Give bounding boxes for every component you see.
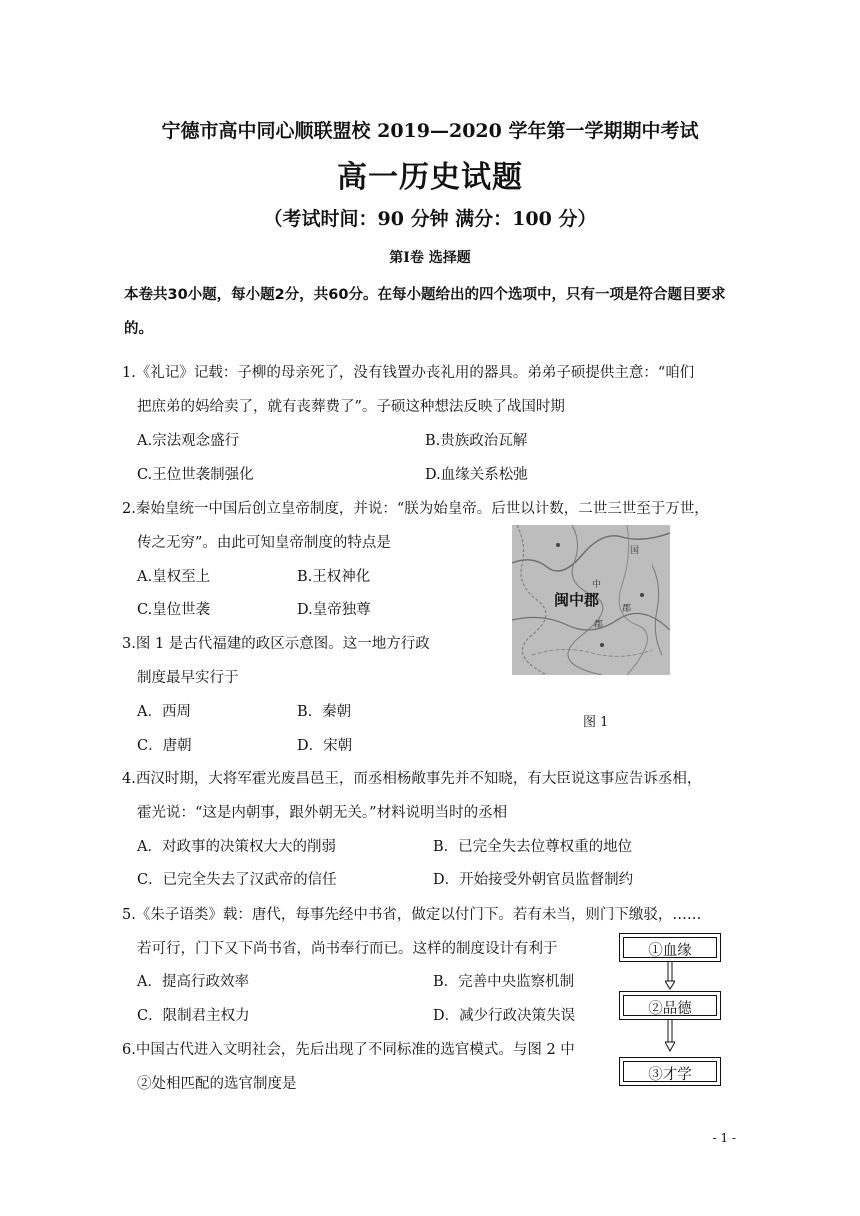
exam-title: 宁德市高中同心顺联盟校 2019—2020 学年第一学期期中考试: [161, 120, 699, 142]
svg-text:国: 国: [630, 546, 640, 556]
question-5-stem-line-1: 5.《朱子语类》载：唐代，每事先经中书省，做定以付门下。若有未当，则门下缴驳，……: [122, 907, 702, 923]
exam-info: （考试时间：90 分钟 满分：100 分）: [263, 208, 597, 230]
question-3-option-a: A．西周: [137, 704, 191, 720]
flow-box-bloodline-label: ①血缘: [648, 943, 692, 959]
question-2-option-d: D.皇帝独尊: [297, 602, 371, 618]
question-2-stem-line-1: 2.秦始皇统一中国后创立皇帝制度，并说：“朕为始皇帝。后世以计数，二世三世至于万世，: [122, 501, 709, 517]
svg-text:郡: 郡: [622, 604, 632, 614]
subject-title: 高一历史试题: [337, 160, 523, 195]
question-2-option-b: B.王权神化: [297, 569, 371, 585]
flow-box-talent-label: ③才学: [648, 1067, 692, 1083]
question-4-option-d: D．开始接受外朝官员监督制约: [433, 872, 634, 888]
question-5-option-b: B．完善中央监察机制: [433, 974, 575, 990]
section-heading: 第Ⅰ卷 选择题: [389, 250, 471, 266]
question-2-option-c: C.皇位世袭: [137, 602, 211, 618]
question-1-option-d: D.血缘关系松弛: [425, 467, 528, 483]
question-1-option-b: B.贵族政治瓦解: [425, 433, 528, 449]
question-1-option-c: C.王位世袭制强化: [137, 467, 254, 483]
flow-box-virtue: [619, 991, 721, 1020]
question-1-option-a: A.宗法观念盛行: [137, 433, 240, 449]
question-4-option-c: C．已完全失去了汉武帝的信任: [137, 872, 337, 888]
question-4-stem-line-1: 4.西汉时期，大将军霍光废昌邑王，而丞相杨敞事先并不知晓，有大臣说这事应告诉丞相，: [122, 771, 702, 787]
question-5-option-d: D．减少行政决策失误: [433, 1008, 576, 1024]
question-3-option-d: D．宋朝: [297, 738, 353, 754]
down-arrow-icon: [665, 1020, 675, 1052]
question-5-stem-line-2: 若可行，门下又下尚书省，尚书奉行而已。这样的制度设计有利于: [137, 941, 558, 957]
question-4-option-b: B．已完全失去位尊权重的地位: [433, 839, 633, 855]
figure-1-map: [512, 525, 670, 675]
figure-1-caption: 图 1: [583, 715, 609, 730]
question-5-option-c: C．限制君主权力: [137, 1008, 250, 1024]
question-6-stem-line-1: 6.中国古代进入文明社会，先后出现了不同标准的选官模式。与图 2 中: [122, 1042, 575, 1058]
flow-box-virtue-label: ②品德: [648, 1001, 692, 1017]
flow-box-talent: [619, 1057, 721, 1086]
question-5-option-a: A．提高行政效率: [137, 974, 249, 990]
question-3-stem-line-1: 3.图 1 是古代福建的政区示意图。这一地方行政: [122, 636, 430, 652]
question-4-option-a: A．对政事的决策权大大的削弱: [137, 839, 336, 855]
svg-text:郡: 郡: [594, 620, 604, 630]
question-1-stem-line-1: 1.《礼记》记载：子柳的母亲死了，没有钱置办丧礼用的器具。弟弟子硕提供主意：“咱们: [122, 365, 695, 381]
question-1-stem-line-2: 把庶弟的妈给卖了，就有丧葬费了”。子硕这种想法反映了战国时期: [137, 399, 565, 415]
instructions-line-2: 的。: [124, 321, 153, 337]
question-6-stem-line-2: ②处相匹配的选官制度是: [137, 1076, 297, 1092]
question-3-option-c: C．唐朝: [137, 738, 192, 754]
question-2-stem-line-2: 传之无穷”。由此可知皇帝制度的特点是: [137, 535, 391, 551]
question-3-option-b: B．秦朝: [297, 704, 352, 720]
map-label-minzhong: 闽中郡: [554, 591, 600, 609]
question-4-stem-line-2: 霍光说：“这是内朝事，跟外朝无关。”材料说明当时的丞相: [137, 805, 508, 821]
question-3-stem-line-2: 制度最早实行于: [137, 670, 239, 686]
flow-box-bloodline: [619, 933, 721, 962]
instructions-line-1: 本卷共30小题，每小题2分，共60分。在每小题给出的四个选项中，只有一项是符合题目要求: [124, 287, 726, 303]
svg-text:中: 中: [592, 580, 602, 590]
page-number: - 1 -: [712, 1131, 736, 1145]
down-arrow-icon: [665, 962, 675, 990]
question-2-option-a: A.皇权至上: [137, 569, 211, 585]
